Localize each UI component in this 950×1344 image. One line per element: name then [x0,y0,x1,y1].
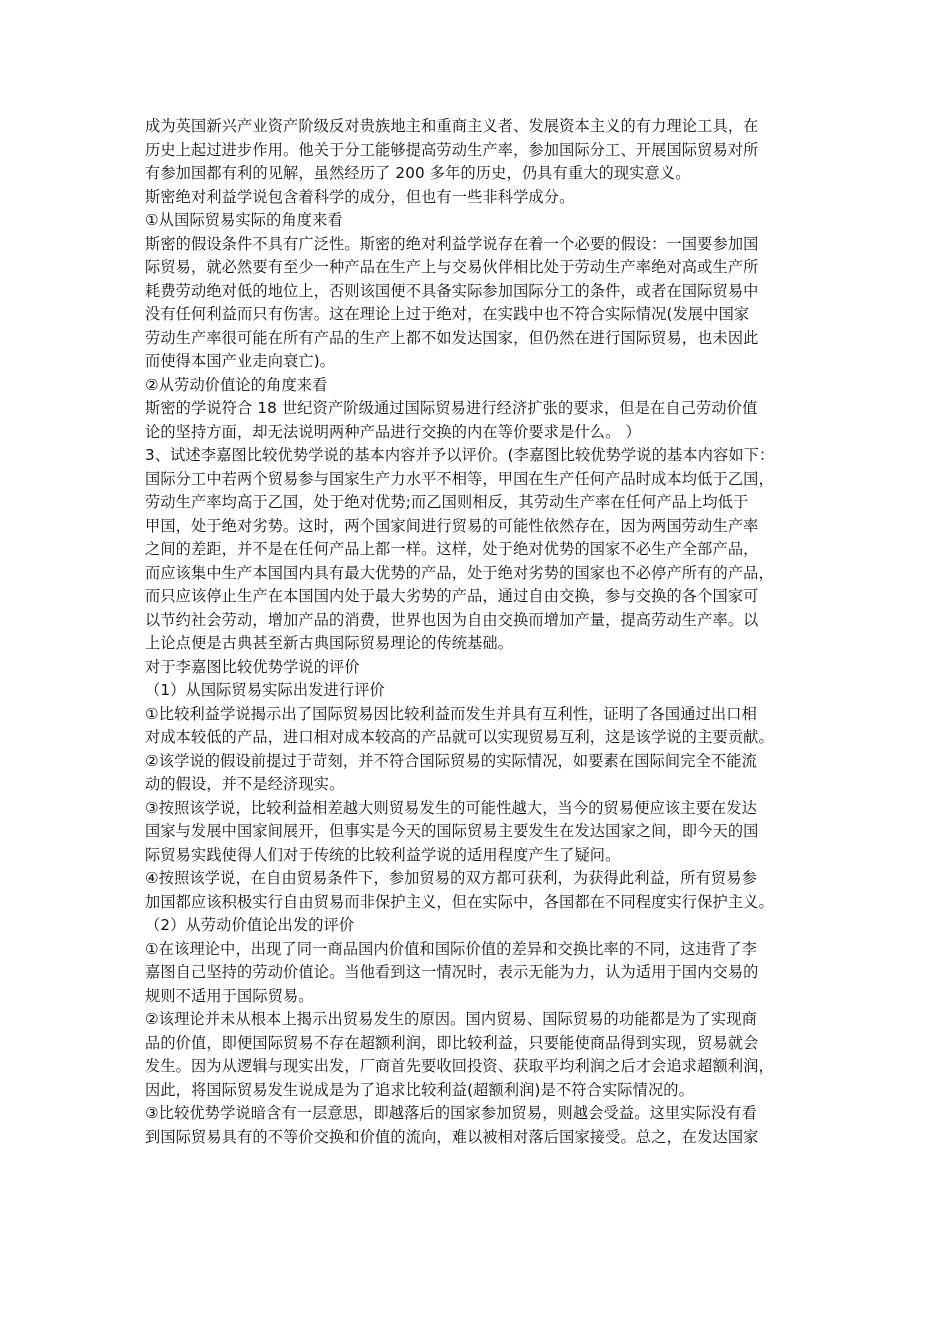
section-heading: 对于李嘉图比较优势学说的评价 [145,657,360,676]
text-line: 加国都应该积极实行自由贸易而非保护主义，但在实际中，各国都在不同程度实行保护主义。 [145,892,774,911]
text-line: 国家与发展中国家间展开，但事实是今天的国际贸易主要发生在发达国家之间，即今天的国 [145,822,759,840]
subsection-heading: （1）从国际贸易实际出发进行评价 [145,681,385,699]
text-line: ③按照该学说，比较利益相差越大则贸易发生的可能性越大，当今的贸易便应该主要在发达 [145,798,757,817]
text-line: 论的坚持方面，却无法说明两种产品进行交换的内在等价要求是什么。 ） [145,422,641,441]
text-line: 嘉图自己坚持的劳动价值论。当他看到这一情况时，表示无能为力，认为适用于国内交易的 [145,963,759,981]
section-heading: ①从国际贸易实际的角度来看 [145,211,343,229]
document-body [145,115,815,1149]
text-line: 成为英国新兴产业资产阶级反对贵族地主和重商主义者、发展资本主义的有力理论工具，在 [145,117,759,135]
text-line: 际贸易，就必然要有至少一种产品在生产上与交易伙伴相比处于劳动生产率绝对高或生产所 [145,258,759,276]
text-line: 以节约社会劳动，增加产品的消费，世界也因为自由交换而增加产量，提高劳动生产率。以 [145,610,759,629]
text-line: 对成本较低的产品，进口相对成本较高的产品就可以实现贸易互利，这是该学说的主要贡献。 [145,728,774,746]
text-line: 耗费劳动绝对低的地位上，否则该国便不具备实际参加国际分工的条件，或者在国际贸易中 [145,281,759,300]
text-line: ②该学说的假设前提过于苛刻，并不符合国际贸易的实际情况，如要素在国际间完全不能流 [145,751,757,770]
text-line: ②该理论并未从根本上揭示出贸易发生的原因。国内贸易、国际贸易的功能都是为了实现商 [145,1010,757,1028]
text-line: 规则不适用于国际贸易。 [145,986,314,1005]
text-line: 国际分工中若两个贸易参与国家生产力水平不相等，甲国在生产任何产品时成本均低于乙国， [145,469,774,488]
text-line: 斯密的学说符合 18 世纪资产阶级通过国际贸易进行经济扩张的要求，但是在自己劳动价值 [145,399,758,417]
text-line: 没有任何利益而只有伤害。这在理论上过于绝对，在实践中也不符合实际情况(发展中国家 [145,305,750,323]
text-line: 发生。因为从逻辑与现实出发，厂商首先要收回投资、获取平均利润之后才会追求超额利润， [145,1057,774,1075]
text-line: 劳动生产率均高于乙国，处于绝对优势;而乙国则相反，其劳动生产率在任何产品上均低于 [145,493,749,511]
text-line: 动的假设，并不是经济现实。 [145,775,345,793]
text-line: 而只应该停止生产在本国国内处于最大劣势的产品，通过自由交换，参与交换的各个国家可 [145,587,759,605]
text-line: 因此，将国际贸易发生说成是为了追求比较利益(超额利润)是不符合实际情况的。 [145,1080,694,1099]
text-line: 有参加国都有利的见解，虽然经历了 200 多年的历史，仍具有重大的现实意义。 [145,164,691,182]
text-line: 甲国，处于绝对劣势。这时，两个国家间进行贸易的可能性依然存在，因为两国劳动生产率 [145,516,759,535]
question-heading: 3、试述李嘉图比较优势学说的基本内容并予以评价。(李嘉图比较优势学说的基本内容如下： [145,446,775,464]
text-line: 到国际贸易具有的不等价交换和价值的流向，难以被相对落后国家接受。总之，在发达国家 [145,1127,759,1146]
text-line: 斯密的假设条件不具有广泛性。斯密的绝对利益学说存在着一个必要的假设：一国要参加国 [145,234,759,253]
text-line: 品的价值，即便国际贸易不存在超额利润，即比较利益，只要能使商品得到实现，贸易就会 [145,1033,759,1052]
text-line: 上论点便是古典甚至新古典国际贸易理论的传统基础。 [145,634,514,652]
text-line: ④按照该学说，在自由贸易条件下，参加贸易的双方都可获利，为获得此利益，所有贸易参 [145,869,757,887]
section-heading: ②从劳动价值论的角度来看 [145,375,328,394]
text-line: ①在该理论中，出现了同一商品国内价值和国际价值的差异和交换比率的不同，这违背了李 [145,939,757,958]
text-line: 之间的差距，并不是在任何产品上都一样。这样，处于绝对优势的国家不必生产全部产品， [145,540,759,558]
text-line: ③比较优势学说暗含有一层意思，即越落后的国家参加贸易，则越会受益。这里实际没有看 [145,1104,757,1122]
subsection-heading: （2）从劳动价值论出发的评价 [145,916,355,934]
text-line: 历史上起过进步作用。他关于分工能够提高劳动生产率，参加国际分工、开展国际贸易对所 [145,140,759,159]
text-line: 斯密绝对利益学说包含着科学的成分，但也有一些非科学成分。 [145,187,575,206]
text-line: 际贸易实践使得人们对于传统的比较利益学说的适用程度产生了疑问。 [145,845,621,864]
text-line: ①比较利益学说揭示出了国际贸易因比较利益而发生并具有互利性，证明了各国通过出口相 [145,704,757,723]
text-line: 而应该集中生产本国国内具有最大优势的产品，处于绝对劣势的国家也不必停产所有的产品， [145,563,774,582]
text-line: 劳动生产率很可能在所有产品的生产上都不如发达国家，但仍然在进行国际贸易，也未因此 [145,328,759,347]
text-line: 而使得本国产业走向衰亡)。 [145,352,336,370]
